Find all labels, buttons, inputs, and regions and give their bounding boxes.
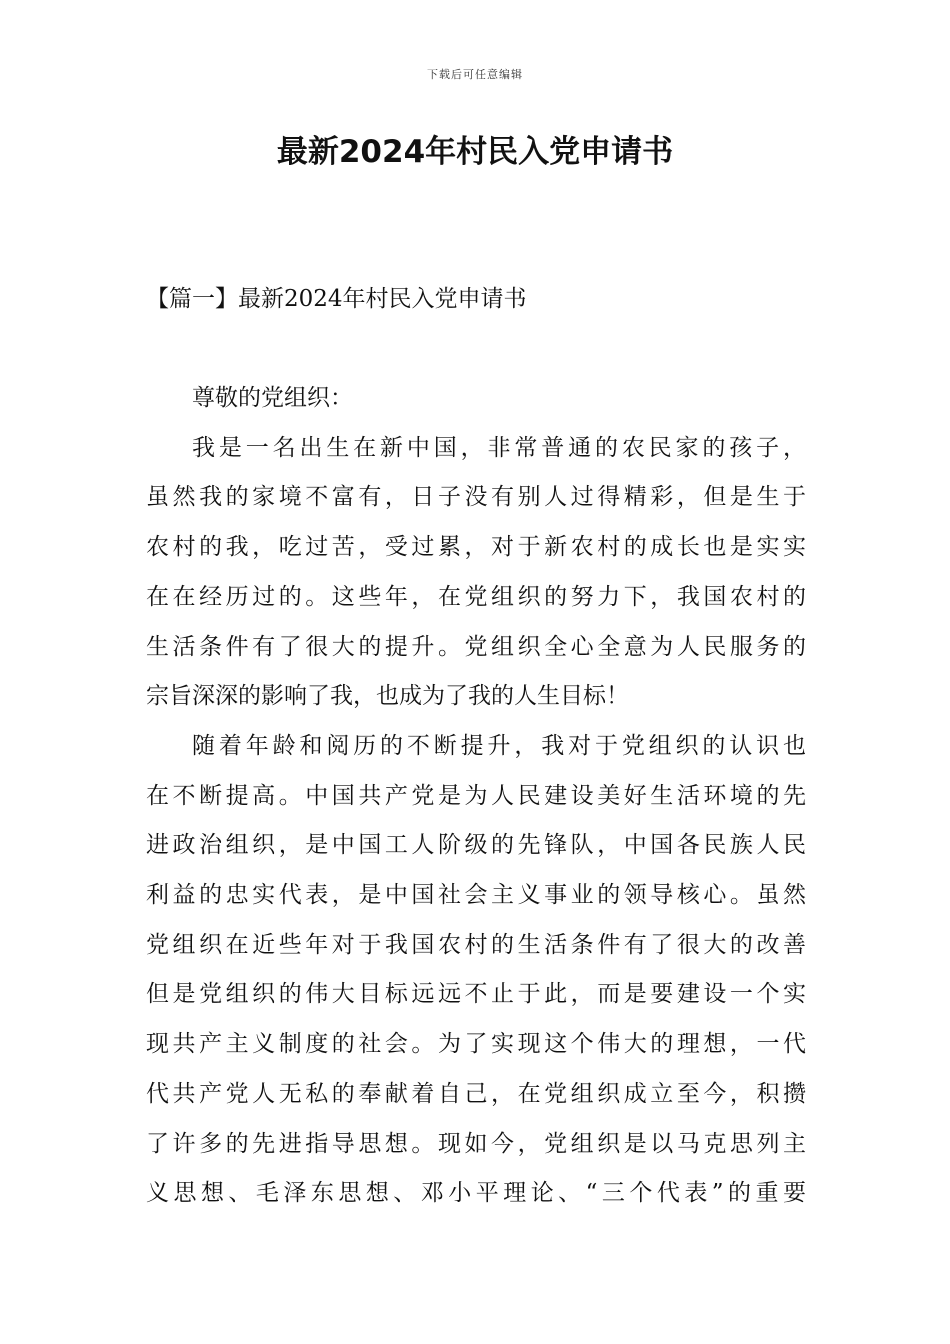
salutation: 尊敬的党组织： bbox=[192, 385, 353, 411]
paragraph-1-line: 在在经历过的。这些年，在党组织的努力下，我国农村的 bbox=[146, 583, 806, 610]
paragraph-1-line: 生活条件有了很大的提升。党组织全心全意为人民服务的 bbox=[146, 633, 806, 660]
paragraph-2-line: 利益的忠实代表，是中国社会主义事业的领导核心。虽然 bbox=[146, 882, 806, 909]
paragraph-2-line: 进政治组织，是中国工人阶级的先锋队，中国各民族人民 bbox=[146, 832, 806, 859]
document-title: 最新2024年村民入党申请书 bbox=[276, 134, 674, 170]
page-header-note: 下载后可任意编辑 bbox=[427, 68, 523, 81]
paragraph-2-line: 在不断提高。中国共产党是为人民建设美好生活环境的先 bbox=[146, 782, 806, 809]
paragraph-2-line: 党组织在近些年对于我国农村的生活条件有了很大的改善 bbox=[146, 931, 806, 958]
paragraph-2-line: 现共产主义制度的社会。为了实现这个伟大的理想，一代 bbox=[146, 1031, 806, 1058]
letter-body bbox=[146, 374, 806, 1219]
paragraph-2 bbox=[146, 722, 806, 1219]
paragraph-2-line: 代共产党人无私的奉献着自己，在党组织成立至今，积攒 bbox=[146, 1080, 806, 1107]
paragraph-1-line: 农村的我，吃过苦，受过累，对于新农村的成长也是实实 bbox=[146, 534, 806, 561]
paragraph-2-line: 了许多的先进指导思想。现如今，党组织是以马克思列主 bbox=[146, 1130, 806, 1157]
paragraph-1-line: 宗旨深深的影响了我，也成为了我的人生目标！ bbox=[146, 683, 629, 710]
paragraph-2-line: 但是党组织的伟大目标远远不止于此，而是要建设一个实 bbox=[146, 981, 806, 1008]
paragraph-2-line: 随着年龄和阅历的不断提升，我对于党组织的认识也 bbox=[192, 732, 806, 759]
paragraph-2-line: 义思想、毛泽东思想、邓小平理论、“三个代表”的重要 bbox=[146, 1180, 806, 1207]
paragraph-1-line: 虽然我的家境不富有，日子没有别人过得精彩，但是生于 bbox=[146, 484, 806, 511]
section-heading: 【篇一】最新2024年村民入党申请书 bbox=[146, 286, 527, 312]
paragraph-1 bbox=[146, 424, 806, 722]
paragraph-1-line: 我是一名出生在新中国，非常普通的农民家的孩子， bbox=[192, 434, 806, 461]
